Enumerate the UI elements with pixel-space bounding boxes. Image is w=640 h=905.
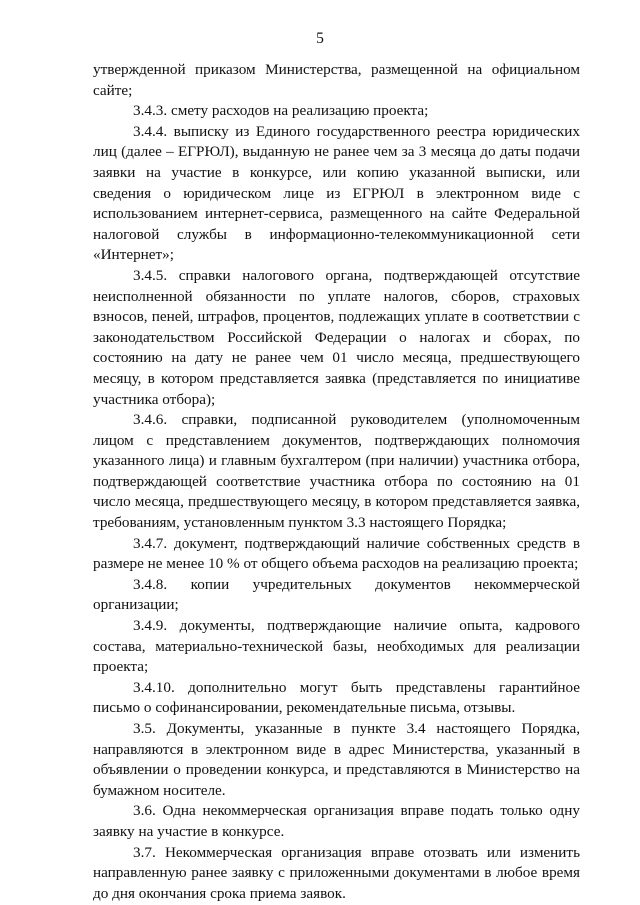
paragraph-3-7: 3.7. Некоммерческая организация вправе отозвать или изменить направленную ранее заявку с приложенными документами в любое время до дня окончания срока приема заявок. — [93, 843, 580, 902]
paragraph-3-4-6: 3.4.6. справки, подписанной руководителем (уполномоченным лицом с представлением документов, подтверждающих полномочия указанного лица) и главным бухгалтером (при наличии) участника отбора, подтверждающей соответствие участника отбора по состоянию на 01 число месяца, предшествующего месяцу, в котором представляется заявка, требованиям, установленным пунктом 3.3 настоящего Порядка; — [93, 411, 580, 532]
paragraph-3-4-5: 3.4.5. справки налогового органа, подтверждающей отсутствие неисполненной обязанности по уплате налогов, сборов, страховых взносов, пеней, штрафов, процентов, подлежащих уплате в соответствии с законодательством Российской Федерации о налогах и сборах, по состоянию на дату не ранее чем 01 число месяца, предшествующего месяцу, в котором представляется заявка (представляется по инициативе участника отбора); — [93, 266, 580, 408]
paragraph-3-4-10: 3.4.10. дополнительно могут быть представлены гарантийное письмо о софинансировании, рекомендательные письма, отзывы. — [93, 678, 580, 717]
document-body — [93, 60, 580, 904]
paragraph-3-4-7: 3.4.7. документ, подтверждающий наличие собственных средств в размере не менее 10 % от общего объема расходов на реализацию проекта; — [93, 534, 580, 573]
paragraph-3-5: 3.5. Документы, указанные в пункте 3.4 настоящего Порядка, направляются в электронном виде в адрес Министерства, указанный в объявлении о проведении конкурса, и представляются в Министерство на бумажном носителе. — [93, 720, 580, 799]
paragraph-3-4-3: 3.4.3. смету расходов на реализацию проекта; — [133, 102, 429, 120]
paragraph-3-6: 3.6. Одна некоммерческая организация вправе подать только одну заявку на участие в конкурсе. — [93, 802, 580, 840]
paragraph-3-4-4: 3.4.4. выписку из Единого государственного реестра юридических лиц (далее – ЕГРЮЛ), выданную не ранее чем за 3 месяца до даты подачи заявки на участие в конкурсе, или копию указанной выписки, или сведения о юридическом лице из ЕГРЮЛ в электронном виде с использованием интернет-сервиса, размещенного на сайте Федеральной налоговой службы в информационно-телекоммуникационной сети «Интернет»; — [93, 122, 580, 264]
page-number: 5 — [316, 30, 324, 47]
paragraph-3-4-9: 3.4.9. документы, подтверждающие наличие опыта, кадрового состава, материально-технической базы, необходимых для реализации проекта; — [93, 617, 580, 676]
paragraph-continuation: утвержденной приказом Министерства, размещенной на официальном сайте; — [93, 61, 580, 99]
paragraph-3-4-8: 3.4.8. копии учредительных документов некоммерческой организации; — [93, 575, 580, 614]
